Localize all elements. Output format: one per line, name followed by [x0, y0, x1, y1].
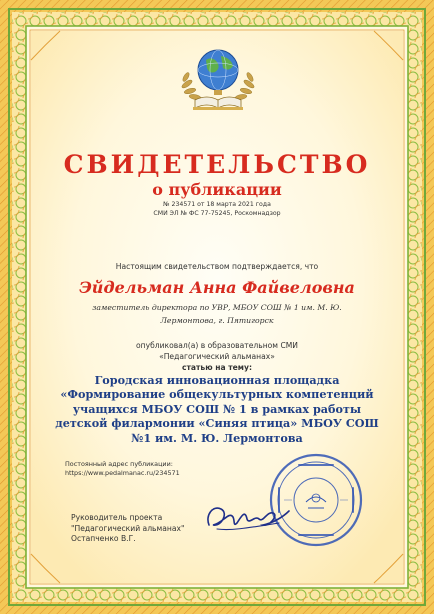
publication-address: [65, 460, 180, 478]
signatory-role: Руководитель проекта: [71, 513, 163, 522]
article-label: статью на тему:: [181, 363, 253, 372]
address-label: Постоянный адрес публикации:: [65, 460, 173, 468]
certificate-title: СВИДЕТЕЛЬСТВО: [63, 150, 371, 179]
recipient-name: Эйдельман Анна Файвеловна: [79, 278, 355, 297]
media-name: «Педагогический альманах»: [159, 352, 275, 361]
handwritten-signature: [203, 497, 293, 535]
published-block: [0, 340, 434, 362]
signatory-name: Остапченко В.Г.: [71, 534, 136, 543]
signatory-project: "Педагогический альманах": [71, 523, 185, 533]
registration-info: СМИ ЭЛ № ФС 77-75245, Роскомнадзор: [153, 210, 281, 217]
recipient-position: заместитель директора по УВР, МБОУ СОШ № 1 им. М. Ю. Лермонтова, г. Пятигорск: [92, 303, 342, 325]
article-title: Городская инновационная площадка «Формирование общекультурных компетенций учащихся МБОУ СОШ № 1 в рамках работы детской филармонии «Синяя птица» МБОУ СОШ №1 им. М. Ю. Лермонтова: [55, 373, 379, 445]
certificate-number: № 234571 от 18 марта 2021 года: [163, 201, 271, 208]
published-text: опубликовал(а) в образовательном СМИ: [135, 341, 298, 350]
almanac-logo: [179, 44, 257, 114]
address-url[interactable]: https://www.pedalmanac.ru/234571: [65, 469, 180, 477]
certificate-subtitle: о публикации: [152, 180, 282, 199]
confirmation-text: Настоящим свидетельством подтверждается, что: [115, 262, 319, 271]
signatory-block: [71, 513, 185, 545]
